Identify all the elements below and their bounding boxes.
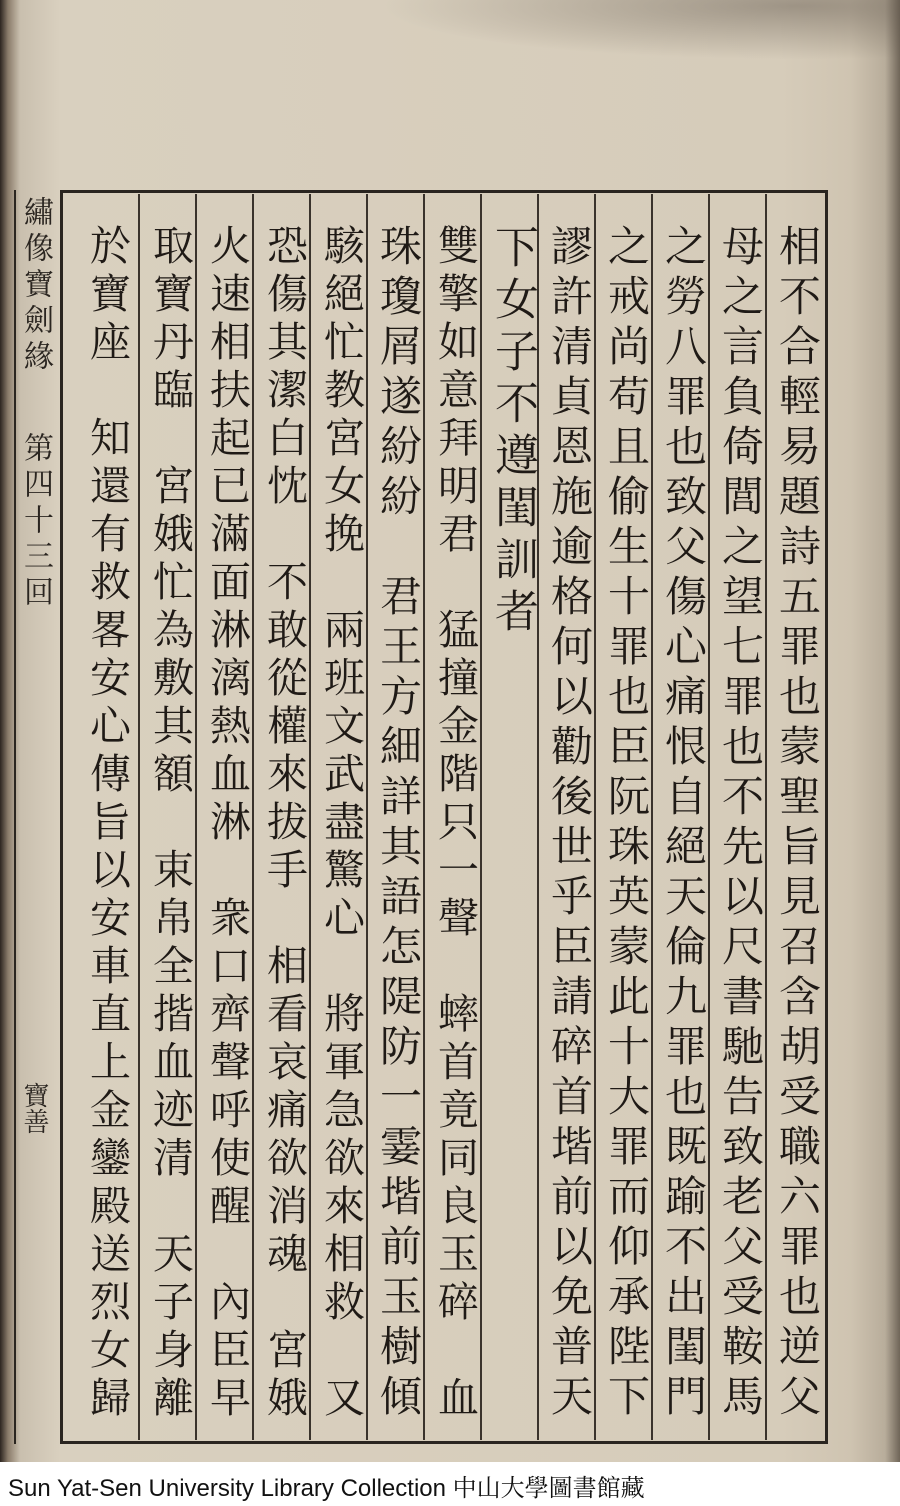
- collection-caption: Sun Yat-Sen University Library Collection 中山大學圖書館藏: [8, 1475, 645, 1502]
- text-column-5: 謬許清貞恩施逾格何以勸後世乎臣請碎首堦前以免普天: [545, 224, 594, 1424]
- text-column-8: 珠瓊屑遂紛紛 君王方細詳其語怎隄防一霎堦前玉樹傾: [374, 224, 423, 1424]
- text-column-4: 之戒尚苟且偷生十罪也臣阮珠英蒙此十大罪而仰承陛下: [602, 224, 651, 1424]
- text-column-12: 取寶丹臨 宮娥忙為敷其額 束帛全揩血迹清 天子身離: [146, 224, 194, 1424]
- margin-chapter: 第四十三回: [18, 431, 53, 612]
- margin-title: 繡像寶劍緣: [18, 196, 53, 376]
- column-divider: [138, 194, 140, 1440]
- margin-book-title: [18, 196, 52, 612]
- text-column-2: 母之言負倚閭之望七罪也不先以尺書馳告致老父受鞍馬: [716, 224, 765, 1424]
- text-column-13: 於寶座 知還有救畧安心傳旨以安車直上金鑾殿送烈女歸: [83, 224, 131, 1424]
- margin-seal: 寶善: [19, 1082, 49, 1134]
- text-column-10: 恐傷其潔白忱 不敢從權來拔手 相看哀痛欲消魂 宮娥: [260, 224, 308, 1424]
- text-column-9: 駭絕忙教宮女挽 兩班文武盡驚心 將軍急欲來相救 又: [317, 224, 365, 1424]
- footer-bar: [0, 1462, 900, 1506]
- text-column-1: 相不合輕易題詩五罪也蒙聖旨見召含胡受職六罪也逆父: [773, 224, 822, 1424]
- text-column-7: 雙擎如意拜明君 猛撞金階只一聲 蟀首竟同良玉碎 血: [431, 224, 479, 1424]
- text-column-6: 下女子不遵閨訓者: [487, 224, 538, 640]
- paper-stain: [380, 0, 900, 60]
- text-column-11: 火速相扶起已滿面淋漓熱血淋 衆口齊聲呼使醒 內臣早: [203, 224, 251, 1424]
- text-column-3: 之勞八罪也致父傷心痛恨自絕天倫九罪也既踰不出閨門: [659, 224, 708, 1424]
